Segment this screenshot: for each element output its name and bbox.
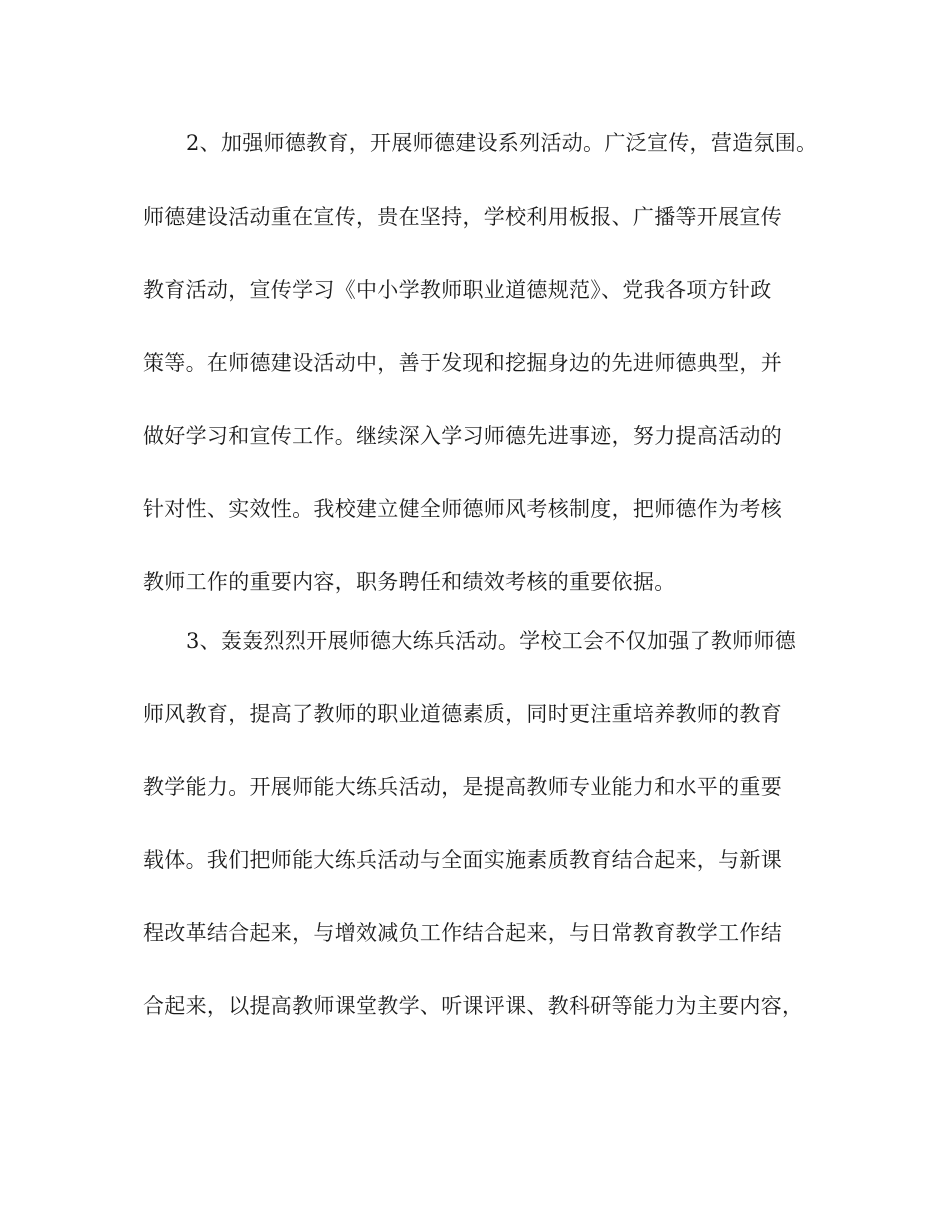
paragraph-line: 师德建设活动重在宣传，贵在坚持，学校利用板报、广播等开展宣传 (143, 205, 782, 229)
paragraph-line: 教师工作的重要内容，职务聘任和绩效考核的重要依据。 (143, 570, 676, 594)
paragraph-line: 教学能力。开展师能大练兵活动，是提高教师专业能力和水平的重要 (143, 775, 782, 799)
paragraph-line: 针对性、实效性。我校建立健全师德师风考核制度，把师德作为考核 (143, 497, 782, 521)
paragraph-line: 合起来，以提高教师课堂教学、听课评课、教科研等能力为主要内容， (143, 994, 804, 1018)
paragraph-line: 师风教育，提高了教师的职业道德素质，同时更注重培养教师的教育 (143, 702, 782, 726)
paragraph-line: 3、轰轰烈烈开展师德大练兵活动。学校工会不仅加强了教师师德 (186, 629, 797, 653)
paragraph-line: 载体。我们把师能大练兵活动与全面实施素质教育结合起来，与新课 (143, 848, 782, 872)
paragraph-line: 2、加强师德教育，开展师德建设系列活动。广泛宣传，营造氛围。 (186, 131, 818, 155)
paragraph-line: 教育活动，宣传学习《中小学教师职业道德规范》、党我各项方针政 (143, 278, 772, 302)
paragraph-line: 程改革结合起来，与增效减负工作结合起来，与日常教育教学工作结 (143, 921, 782, 945)
paragraph-line: 做好学习和宣传工作。继续深入学习师德先进事迹，努力提高活动的 (143, 424, 782, 448)
paragraph-line: 策等。在师德建设活动中，善于发现和挖掘身边的先进师德典型，并 (143, 351, 782, 375)
